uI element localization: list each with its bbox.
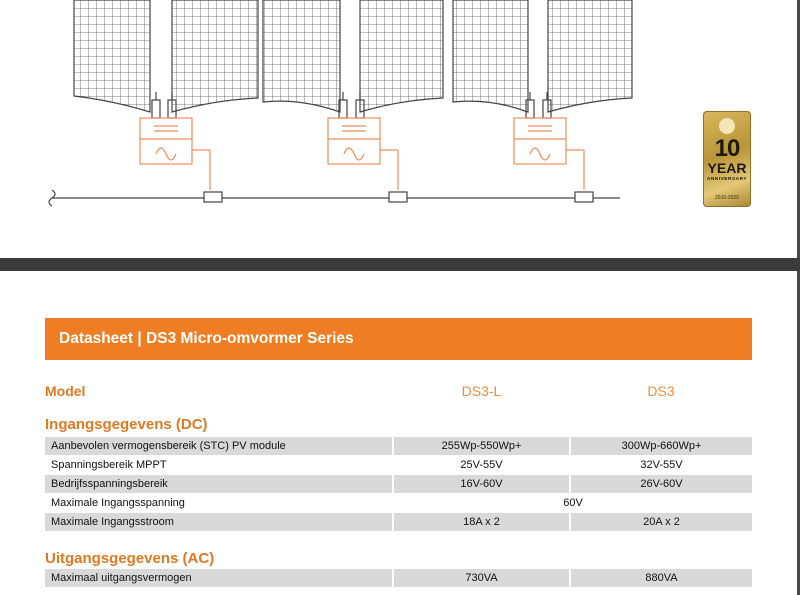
table-row <box>45 494 752 513</box>
datasheet-page <box>0 271 800 595</box>
row-value-shared: 60V <box>563 497 583 509</box>
ac-trunk-cable <box>49 190 620 206</box>
row-value-ds3l: 18A x 2 <box>394 513 569 531</box>
model-ds3l: DS3-L <box>461 383 502 399</box>
badge-dates: 2010-2020 <box>715 195 739 201</box>
row-label: Aanbevolen vermogensbereik (STC) PV module <box>45 437 392 455</box>
datasheet-banner <box>45 318 752 360</box>
table-row <box>45 456 752 475</box>
row-label: Spanningsbereik MPPT <box>51 459 167 471</box>
row-label: Bedrijfsspanningsbereik <box>45 475 392 493</box>
badge-word: YEAR <box>707 160 747 176</box>
pv-module-group-1 <box>74 0 258 118</box>
model-header-row <box>45 381 752 401</box>
micro-inverter-2 <box>328 118 398 190</box>
micro-inverter-3 <box>514 118 584 190</box>
model-label: Model <box>45 383 86 399</box>
row-label: Maximale Ingangsspanning <box>51 497 185 509</box>
row-value-ds3: 20A x 2 <box>571 513 752 531</box>
row-value-ds3: 26V-60V <box>571 475 752 493</box>
pv-module-group-2 <box>263 0 443 118</box>
badge-number: 10 <box>714 135 740 162</box>
row-label: Maximale Ingangsstroom <box>45 513 392 531</box>
row-value-ds3: 32V-55V <box>640 459 683 471</box>
row-value-ds3l: 16V-60V <box>394 475 569 493</box>
row-value-ds3l: 255Wp-550Wp+ <box>394 437 569 455</box>
pv-wiring-diagram <box>0 0 800 258</box>
model-ds3: DS3 <box>647 383 675 399</box>
page-separator <box>0 258 800 271</box>
micro-inverter-1 <box>140 118 210 190</box>
pv-module-group-3 <box>453 0 632 118</box>
row-value-ds3: 880VA <box>571 569 752 587</box>
table-dc <box>45 437 752 532</box>
row-value-ds3: 300Wp-660Wp+ <box>571 437 752 455</box>
table-row <box>45 437 752 456</box>
row-value-ds3l: 730VA <box>394 569 569 587</box>
anniversary-badge <box>703 111 751 207</box>
diagram-page <box>0 0 800 258</box>
logo-icon <box>719 118 735 134</box>
table-row <box>45 513 752 532</box>
datasheet-title: Datasheet | DS3 Micro-omvormer Series <box>59 330 354 347</box>
table-row <box>45 569 752 588</box>
badge-subtitle: ANNIVERSARY <box>706 177 748 182</box>
table-ac <box>45 569 752 588</box>
row-value-ds3l: 25V-55V <box>460 459 503 471</box>
section-title-ac: Uitgangsgegevens (AC) <box>45 550 215 567</box>
row-label: Maximaal uitgangsvermogen <box>45 569 392 587</box>
section-title-dc: Ingangsgegevens (DC) <box>45 416 208 433</box>
table-row <box>45 475 752 494</box>
